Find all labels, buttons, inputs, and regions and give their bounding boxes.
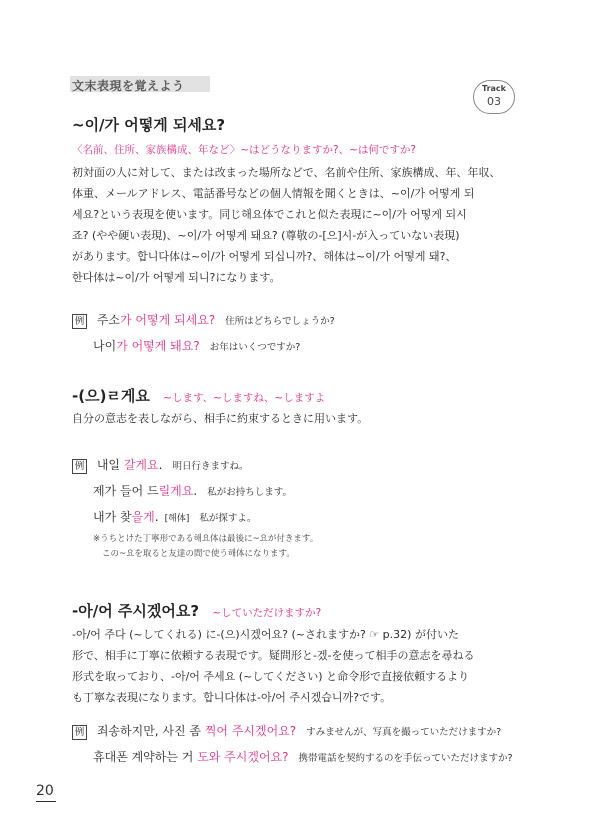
example-highlight: 가 어떻게 돼요? bbox=[116, 339, 200, 353]
example-translation: お年はいくつですか? bbox=[209, 342, 301, 353]
track-number: 03 bbox=[487, 95, 501, 108]
example-korean-end: . bbox=[158, 458, 163, 472]
example-highlight: 을게 bbox=[131, 510, 155, 524]
example-highlight: 릴게요 bbox=[158, 484, 194, 498]
example-korean-end: . bbox=[154, 510, 159, 524]
example-korean: 나이 bbox=[93, 339, 117, 353]
example-translation: 住所はどちらでしょうか? bbox=[225, 316, 335, 327]
page-number-underline bbox=[36, 801, 56, 802]
example-row bbox=[93, 337, 300, 354]
example-korean: 휴대폰 계약하는 거 bbox=[93, 750, 198, 764]
section3-title: -아/어 주시겠어요? bbox=[72, 602, 200, 620]
example-highlight: 도와 주시겠어요? bbox=[197, 750, 289, 764]
body-line: も丁寧な表現になります。합니다体は-아/어 주시겠습니까?です。 bbox=[72, 691, 392, 704]
example-translation: 携帯電話を契約するのを手伝っていただけますか? bbox=[298, 753, 513, 764]
example-korean: 제가 들어 드 bbox=[93, 484, 159, 498]
body-line: 形で、相手に丁寧に依頼する表現です。疑問形と-겠-を使って相手の意志を尋ねる bbox=[72, 649, 475, 662]
section1-title: ~이/가 어떻게 되세요? bbox=[72, 116, 226, 134]
example-marker: 例 bbox=[72, 725, 87, 740]
example-row bbox=[93, 508, 256, 525]
example-korean: 내일 bbox=[96, 458, 124, 472]
example-row bbox=[72, 311, 335, 329]
example-translation: 私がお持ちします。 bbox=[207, 487, 292, 498]
section2-body: 自分の意志を表しながら、相手に約束するときに用います。 bbox=[72, 412, 369, 425]
note bbox=[93, 532, 318, 562]
body-line: 세요?という表現を使います。同じ해요体でこれと似た表現に~이/가 어떻게 되시 bbox=[72, 208, 467, 221]
speech-level-tag: [해体] bbox=[164, 514, 190, 524]
body-line: 体重、メールアドレス、電話番号などの個人情報を聞くときは、~이/가 어떻게 되 bbox=[72, 187, 475, 200]
example-translation: 私が探すよ。 bbox=[199, 513, 257, 524]
example-row bbox=[93, 748, 513, 765]
header-title: 文末表現を覚えよう bbox=[72, 79, 185, 93]
example-translation: 明日行きますね。 bbox=[172, 461, 249, 472]
example-marker: 例 bbox=[72, 459, 87, 474]
section2-title: -(으)ㄹ게요 bbox=[72, 387, 150, 405]
example-highlight: 찍어 주시겠어요? bbox=[204, 724, 297, 738]
section3-title-row bbox=[72, 600, 321, 621]
body-line: 한다体は~이/가 어떻게 되니?になります。 bbox=[72, 271, 281, 284]
body-line: 죠? (やや硬い表現)、~이/가 어떻게 돼요? (尊敬の-[으]시-が入っていない表現) bbox=[72, 229, 460, 242]
example-korean: 내가 찾 bbox=[93, 510, 132, 524]
track-badge bbox=[473, 80, 515, 114]
example-highlight: 갈게요 bbox=[123, 458, 159, 472]
track-label: Track bbox=[482, 84, 506, 93]
example-korean-end: . bbox=[193, 484, 198, 498]
section2-subtitle: ~します、~しますね、~しますよ bbox=[163, 392, 326, 404]
note-line: ※うちとけた丁寧形である해요体は最後に~요が付きます。 bbox=[93, 534, 319, 544]
section3-body bbox=[72, 624, 474, 708]
note-line: この~요を取ると友達の間で使う해体になります。 bbox=[102, 549, 295, 559]
section2-title-row bbox=[72, 385, 325, 406]
example-row bbox=[72, 456, 248, 474]
example-row bbox=[72, 722, 501, 740]
body-line: 初対面の人に対して、または改まった場所などで、名前や住所、家族構成、年、年収、 bbox=[72, 166, 501, 179]
section3-subtitle: ~していただけますか? bbox=[212, 607, 322, 619]
body-line: -아/어 주다 (~してくれる) に-(으)시겠어요? (~されますか? ☞ p.32) が付いた bbox=[72, 628, 459, 641]
body-line: 形式を取っており、-아/어 주세요 (~してください) と命令形で直接依頼するより bbox=[72, 670, 470, 683]
example-highlight: 가 어떻게 되세요? bbox=[120, 313, 216, 327]
page-number: 20 bbox=[36, 783, 54, 799]
example-marker: 例 bbox=[72, 314, 87, 329]
example-translation: すみませんが、写真を撮っていただけますか? bbox=[306, 727, 502, 738]
section1-body bbox=[72, 162, 501, 288]
body-line: があります。합니다体は~이/가 어떻게 되십니까?、해体は~이/가 어떻게 돼?、 bbox=[72, 250, 457, 263]
section1-subtitle: 〈名前、住所、家族構成、年など〉~はどうなりますか?、~は何ですか? bbox=[72, 144, 416, 156]
example-korean: 죄송하지만, 사진 좀 bbox=[96, 724, 205, 738]
example-korean: 주소 bbox=[96, 313, 121, 327]
example-row bbox=[93, 482, 292, 499]
